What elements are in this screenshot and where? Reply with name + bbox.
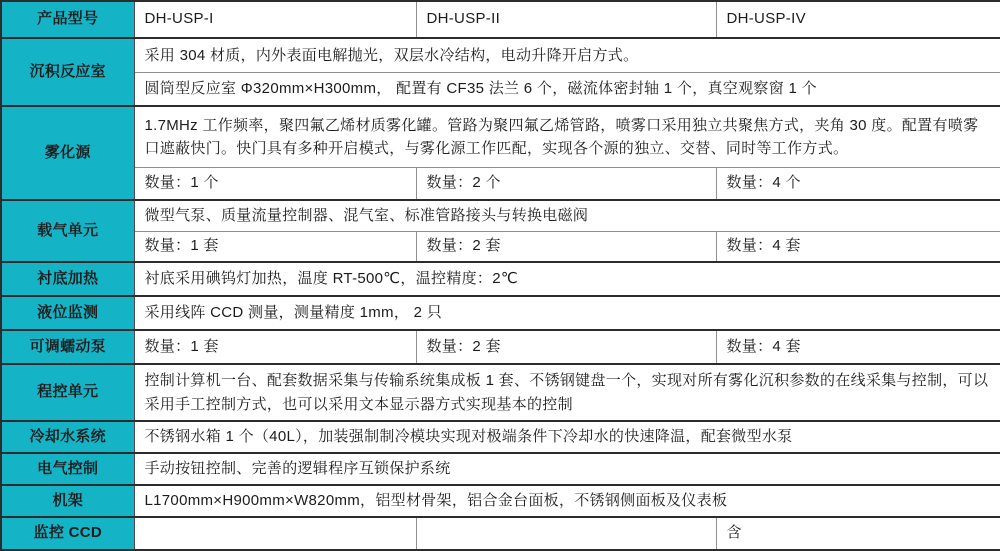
row-frame-rack [1,485,1000,517]
atomization-qty-cell-1: 数量：1 个 [134,167,416,200]
ccd-cell-2 [416,517,716,550]
pump-qty-cell-1: 数量：1 套 [134,330,416,364]
atomization-source-desc: 1.7MHz 工作频率，聚四氟乙烯材质雾化罐。管路为聚四氟乙烯管路，喷雾口采用独立共聚焦方式，夹角 30 度。配置有喷雾口遮蔽快门。快门具有多种开启模式，与雾化源工作匹配，实现各个源的独立、交替、同时等工作方式。 [134,106,1000,167]
row-product-model [1,1,1000,38]
pump-qty-cell-3: 数量：4 套 [716,330,1000,364]
carrier-gas-qty-cell-3: 数量：4 套 [716,231,1000,262]
row-header-deposition-chamber: 沉积反应室 [1,38,134,106]
row-peristaltic-pump [1,330,1000,364]
row-header-liquid-level: 液位监测 [1,296,134,330]
row-cooling-water-system [1,421,1000,453]
model-cell-2: DH-USP-II [416,1,716,38]
row-deposition-chamber-1 [1,38,1000,72]
row-header-cooling-water: 冷却水系统 [1,421,134,453]
cooling-water-desc: 不锈钢水箱 1 个（40L），加装强制制冷模块实现对极端条件下冷却水的快速降温，配套微型水泵 [134,421,1000,453]
row-atomization-source-qty [1,167,1000,200]
row-atomization-source-desc [1,106,1000,167]
deposition-chamber-desc-1: 采用 304 材质，内外表面电解抛光，双层水冷结构，电动升降开启方式。 [134,38,1000,72]
row-electrical-control [1,453,1000,485]
row-header-product-model: 产品型号 [1,1,134,38]
row-header-monitoring-ccd: 监控 CCD [1,517,134,550]
program-control-desc: 控制计算机一台、配套数据采集与传输系统集成板 1 套、不锈钢键盘一个，实现对所有雾化沉积参数的在线采集与控制，可以采用手工控制方式，也可以采用文本显示器方式实现基本的控制 [134,364,1000,421]
carrier-gas-desc: 微型气泵、质量流量控制器、混气室、标准管路接头与转换电磁阀 [134,200,1000,231]
row-header-carrier-gas: 载气单元 [1,200,134,262]
row-monitoring-ccd [1,517,1000,550]
carrier-gas-qty-cell-2: 数量：2 套 [416,231,716,262]
liquid-level-desc: 采用线阵 CCD 测量，测量精度 1mm， 2 只 [134,296,1000,330]
row-liquid-level-monitoring [1,296,1000,330]
substrate-heating-desc: 衬底采用碘钨灯加热，温度 RT-500℃，温控精度：2℃ [134,262,1000,296]
row-header-substrate-heating: 衬底加热 [1,262,134,296]
model-cell-1: DH-USP-I [134,1,416,38]
atomization-qty-cell-3: 数量：4 个 [716,167,1000,200]
atomization-qty-cell-2: 数量：2 个 [416,167,716,200]
ccd-cell-1 [134,517,416,550]
row-header-atomization-source: 雾化源 [1,106,134,200]
carrier-gas-qty-cell-1: 数量：1 套 [134,231,416,262]
ccd-cell-3: 含 [716,517,1000,550]
pump-qty-cell-2: 数量：2 套 [416,330,716,364]
row-deposition-chamber-2 [1,72,1000,106]
row-substrate-heating [1,262,1000,296]
row-header-electrical-control: 电气控制 [1,453,134,485]
deposition-chamber-desc-2: 圆筒型反应室 Φ320mm×H300mm， 配置有 CF35 法兰 6 个，磁流体密封轴 1 个，真空观察窗 1 个 [134,72,1000,106]
row-header-peristaltic-pump: 可调蠕动泵 [1,330,134,364]
row-program-control-unit [1,364,1000,421]
row-header-frame-rack: 机架 [1,485,134,517]
row-carrier-gas-qty [1,231,1000,262]
frame-rack-desc: L1700mm×H900mm×W820mm，铝型材骨架，铝合金台面板，不锈钢侧面板及仪表板 [134,485,1000,517]
row-carrier-gas-desc [1,200,1000,231]
row-header-program-control: 程控单元 [1,364,134,421]
model-cell-3: DH-USP-IV [716,1,1000,38]
electrical-control-desc: 手动按钮控制、完善的逻辑程序互锁保护系统 [134,453,1000,485]
